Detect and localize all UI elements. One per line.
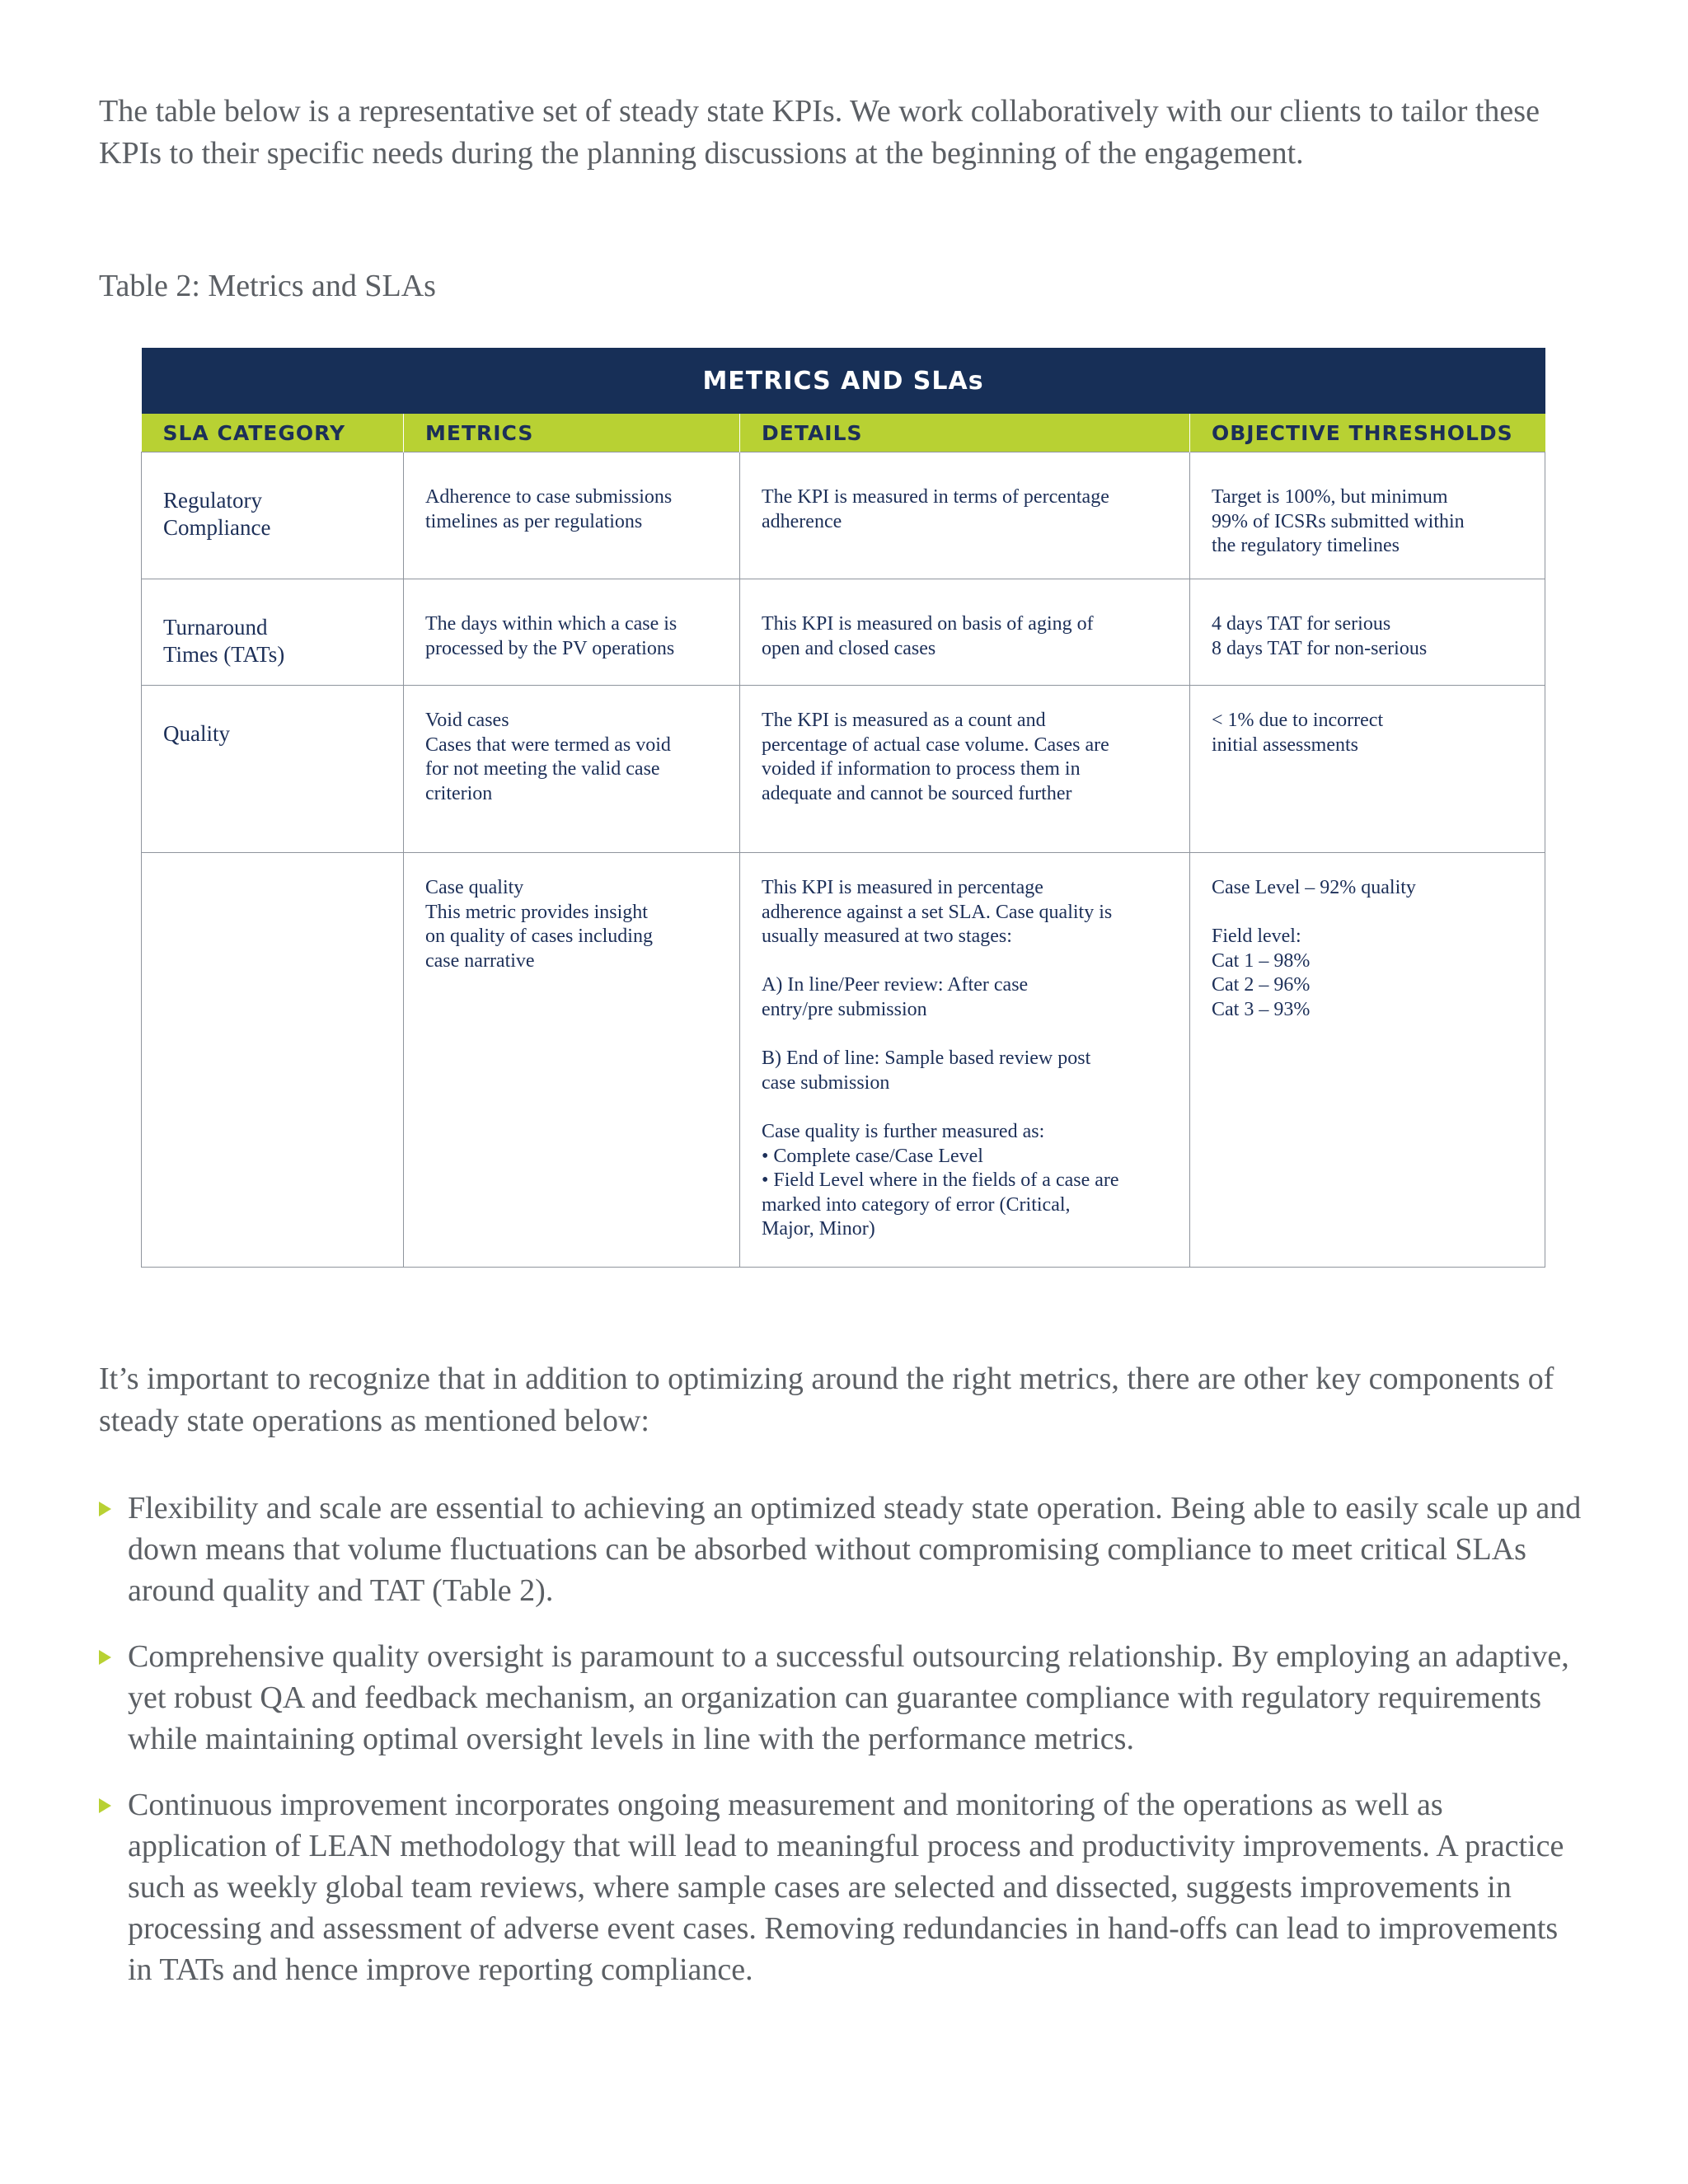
cell-thresholds: 4 days TAT for serious 8 days TAT for non-serious xyxy=(1190,579,1545,686)
table-title: METRICS AND SLAs xyxy=(142,348,1545,414)
header-metrics: METRICS xyxy=(404,414,740,452)
cell-category: Turnaround Times (TATs) xyxy=(142,579,404,686)
cell-details: The KPI is measured in terms of percentage adherence xyxy=(740,452,1190,579)
intro-paragraph: The table below is a representative set of steady state KPIs. We work collaboratively with our clients to tailor these KPIs to their specific needs during the planning discussions at the beginning of the engagement. xyxy=(99,94,1540,171)
header-sla-category: SLA CATEGORY xyxy=(142,414,404,452)
list-item xyxy=(99,1636,1582,1760)
triangle-bullet-icon xyxy=(99,1650,111,1665)
list-item xyxy=(99,1488,1582,1611)
list-item-text: Continuous improvement incorporates ongoing measurement and monitoring of the operations as well as application of LEAN methodology that will lead to meaningful process and productivity improvements. A practice such as weekly global team reviews, where sample cases are selected and dissected, suggests improvements in processing and assessment of adverse event cases. Removing redundancies in hand-offs can lead to improvements in TATs and hence improve reporting compliance. xyxy=(128,1788,1564,1987)
table-row xyxy=(142,853,1545,1268)
cell-category: Regulatory Compliance xyxy=(142,452,404,579)
cell-details: This KPI is measured on basis of aging of open and closed cases xyxy=(740,579,1190,686)
triangle-bullet-icon xyxy=(99,1798,111,1813)
table-row xyxy=(142,452,1545,579)
cell-thresholds: Case Level – 92% quality Field level: Cat 1 – 98% Cat 2 – 96% Cat 3 – 93% xyxy=(1190,853,1545,1268)
bullet-list xyxy=(99,1488,1582,2015)
cell-details: This KPI is measured in percentage adherence against a set SLA. Case quality is usually measured at two stages: A) In line/Peer review: After case entry/pre submission B) End of line: Sample based review post case submission Case quality is further measured as: • Complete case/Case Level • Field Level where in the fields of a case are marked into category of error (Critical, Major, Minor) xyxy=(740,853,1190,1268)
list-item xyxy=(99,1784,1582,1990)
cell-category: Quality xyxy=(142,686,404,853)
triangle-bullet-icon xyxy=(99,1502,111,1516)
cell-thresholds: < 1% due to incorrect initial assessments xyxy=(1190,686,1545,853)
cell-metrics: Adherence to case submissions timelines as per regulations xyxy=(404,452,740,579)
components-paragraph: It’s important to recognize that in addition to optimizing around the right metrics, there are other key components of steady state operations as mentioned below: xyxy=(99,1361,1554,1438)
table-caption: Table 2: Metrics and SLAs xyxy=(99,269,436,303)
list-item-text: Comprehensive quality oversight is paramount to a successful outsourcing relationship. By employing an adaptive, yet robust QA and feedback mechanism, an organization can guarantee compliance with regulatory requirements while maintaining optimal oversight levels in line with the performance metrics. xyxy=(128,1639,1569,1756)
cell-metrics: The days within which a case is processed by the PV operations xyxy=(404,579,740,686)
table-row xyxy=(142,579,1545,686)
cell-thresholds: Target is 100%, but minimum 99% of ICSRs submitted within the regulatory timelines xyxy=(1190,452,1545,579)
metrics-sla-table xyxy=(141,348,1545,1268)
table-row xyxy=(142,686,1545,853)
cell-metrics: Case quality This metric provides insight on quality of cases including case narrative xyxy=(404,853,740,1268)
cell-details: The KPI is measured as a count and percentage of actual case volume. Cases are voided if information to process them in adequate and cannot be sourced further xyxy=(740,686,1190,853)
cell-category xyxy=(142,853,404,1268)
list-item-text: Flexibility and scale are essential to achieving an optimized steady state operation. Being able to easily scale up and down means that volume fluctuations can be absorbed without compromising compliance to meet critical SLAs around quality and TAT (Table 2). xyxy=(128,1491,1582,1608)
cell-metrics: Void cases Cases that were termed as void for not meeting the valid case criterion xyxy=(404,686,740,853)
header-details: DETAILS xyxy=(740,414,1190,452)
header-objective-thresholds: OBJECTIVE THRESHOLDS xyxy=(1190,414,1545,452)
